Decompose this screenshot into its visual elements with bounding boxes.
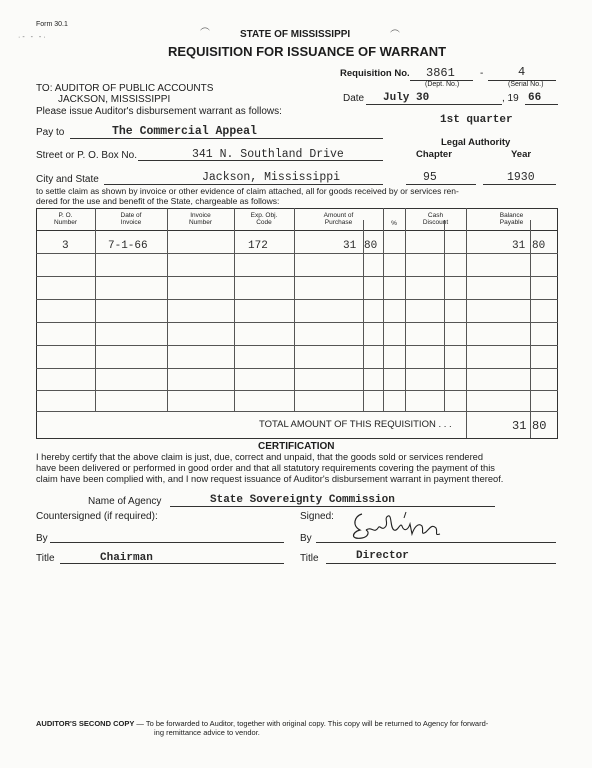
row-line-6 xyxy=(36,368,558,369)
row-date[interactable]: 7-1-66 xyxy=(108,240,148,252)
chapter-value[interactable]: 95 xyxy=(423,171,437,184)
total-dollars[interactable]: 31 xyxy=(512,419,527,433)
row-line-8 xyxy=(36,411,558,412)
certification-line-2: have been delivered or performed in good order and that all statutory requirements covering the payment of this xyxy=(36,463,495,473)
header-exp-code: Exp. Obj. Code xyxy=(250,212,278,226)
row-line-5 xyxy=(36,345,558,346)
chapter-label: Chapter xyxy=(416,149,452,160)
requisition-label: Requisition No. xyxy=(340,68,410,79)
by-line-left xyxy=(50,542,284,543)
header-percent: % xyxy=(391,220,397,227)
city-line xyxy=(104,184,383,185)
total-cents[interactable]: 80 xyxy=(532,419,547,433)
agency-line xyxy=(170,506,495,507)
certification-line-3: claim have been complied with, and I now request issuance of Auditor's disbursement warrant in payment thereof. xyxy=(36,474,504,484)
total-label: TOTAL AMOUNT OF THIS REQUISITION . . . xyxy=(259,419,452,430)
footer-text-2: ing remittance advice to vendor. xyxy=(154,728,260,737)
serial-no-caption: (Serial No.) xyxy=(508,81,544,88)
date-century: , 19 xyxy=(502,93,519,104)
punch-mark-left: ︵ xyxy=(200,22,210,33)
col-divider-7 xyxy=(466,208,467,438)
table-right-border xyxy=(557,208,558,438)
year-label: Year xyxy=(511,149,532,160)
state-heading: STATE OF MISSISSIPPI xyxy=(240,29,351,40)
date-line xyxy=(366,104,502,105)
form-number: Form 30.1 xyxy=(36,21,68,28)
by-label-right: By xyxy=(300,533,312,544)
header-date: Date of Invoice xyxy=(120,212,142,226)
col-divider-3 xyxy=(234,208,235,411)
by-label-left: By xyxy=(36,533,48,544)
col-divider-2 xyxy=(167,208,168,411)
signature-image xyxy=(348,508,460,544)
header-amount: Amount of Purchase xyxy=(323,212,354,226)
street-value[interactable]: 341 N. Southland Drive xyxy=(192,148,344,161)
signed-label: Signed: xyxy=(300,511,334,522)
col-divider-4 xyxy=(294,208,295,411)
city-label: City and State xyxy=(36,174,99,185)
row-line-1 xyxy=(36,253,558,254)
col-divider-cents-2 xyxy=(444,220,445,411)
serial-no-value[interactable]: 4 xyxy=(518,65,526,79)
left-title-value[interactable]: Chairman xyxy=(100,552,153,564)
row-balance-dollars[interactable]: 31 xyxy=(512,240,526,252)
table-top-border xyxy=(36,208,558,209)
header-po: P. O. Number xyxy=(53,212,78,226)
footer-bold: AUDITOR'S SECOND COPY xyxy=(36,719,135,728)
row-amount-cents[interactable]: 80 xyxy=(364,240,378,252)
legal-authority-label: Legal Authority xyxy=(441,137,511,148)
street-label: Street or P. O. Box No. xyxy=(36,150,137,161)
header-cash-discount: Cash Discount xyxy=(422,212,449,226)
row-balance-cents[interactable]: 80 xyxy=(532,240,546,252)
quarter-value[interactable]: 1st quarter xyxy=(440,114,513,126)
certification-heading: CERTIFICATION xyxy=(258,441,335,452)
title-line-left xyxy=(60,563,284,564)
dept-no-value[interactable]: 3861 xyxy=(426,66,455,80)
pay-to-label: Pay to xyxy=(36,127,65,138)
table-header-border xyxy=(36,230,558,231)
row-exp-code[interactable]: 172 xyxy=(248,240,268,252)
settle-text-2: dered for the use and benefit of the State, chargeable as follows: xyxy=(36,196,280,206)
punch-mark-right: ︵ xyxy=(390,24,400,35)
footer-note xyxy=(36,719,488,728)
row-line-7 xyxy=(36,390,558,391)
agency-value[interactable]: State Sovereignty Commission xyxy=(210,494,395,506)
page-title: REQUISITION FOR ISSUANCE OF WARRANT xyxy=(168,44,447,59)
dept-no-caption: (Dept. No.) xyxy=(425,81,460,88)
title-line-right xyxy=(326,563,556,564)
date-year[interactable]: 66 xyxy=(528,92,542,104)
row-line-3 xyxy=(36,299,558,300)
header-balance: Balance Payable xyxy=(499,212,524,226)
year-value[interactable]: 1930 xyxy=(507,171,535,184)
right-title-value[interactable]: Director xyxy=(356,550,409,562)
pay-to-value[interactable]: The Commercial Appeal xyxy=(112,125,257,138)
please-issue-text: Please issue Auditor's disbursement warrant as follows: xyxy=(36,106,282,117)
by-line-right xyxy=(316,542,556,543)
row-line-2 xyxy=(36,276,558,277)
row-po[interactable]: 3 xyxy=(62,240,69,252)
row-line-4 xyxy=(36,322,558,323)
table-left-border xyxy=(36,208,37,438)
date-value[interactable]: July 30 xyxy=(383,92,430,104)
settle-text-1: to settle claim as shown by invoice or other evidence of claim attached, all for goods received by or services ren- xyxy=(36,186,459,196)
table-bottom-border xyxy=(36,438,558,439)
requisition-dash: - xyxy=(480,68,484,79)
footer-text-1: — To be forwarded to Auditor, together with original copy. This copy will be returned to Agency for forward- xyxy=(136,719,489,728)
col-divider-6 xyxy=(405,208,406,411)
countersigned-label: Countersigned (if required): xyxy=(36,511,158,522)
year-line xyxy=(525,104,558,105)
year-value-line xyxy=(483,184,556,185)
city-value[interactable]: Jackson, Mississippi xyxy=(202,171,341,184)
header-invoice: Invoice Number xyxy=(188,212,213,226)
title-label-left: Title xyxy=(36,553,55,564)
chapter-line xyxy=(406,184,476,185)
col-divider-1 xyxy=(95,208,96,411)
certification-line-1: I hereby certify that the above claim is just, due, correct and unpaid, that the goods sold or services rendered xyxy=(36,452,484,462)
date-label: Date xyxy=(343,93,365,104)
title-label-right: Title xyxy=(300,553,319,564)
pay-to-line xyxy=(70,138,383,139)
row-amount-dollars[interactable]: 31 xyxy=(343,240,357,252)
col-divider-5 xyxy=(383,208,384,411)
agency-label: Name of Agency xyxy=(88,496,162,507)
margin-marks: ·- - -· xyxy=(18,34,48,41)
to-line-2: JACKSON, MISSISSIPPI xyxy=(58,94,171,105)
to-line-1: TO: AUDITOR OF PUBLIC ACCOUNTS xyxy=(36,83,214,94)
